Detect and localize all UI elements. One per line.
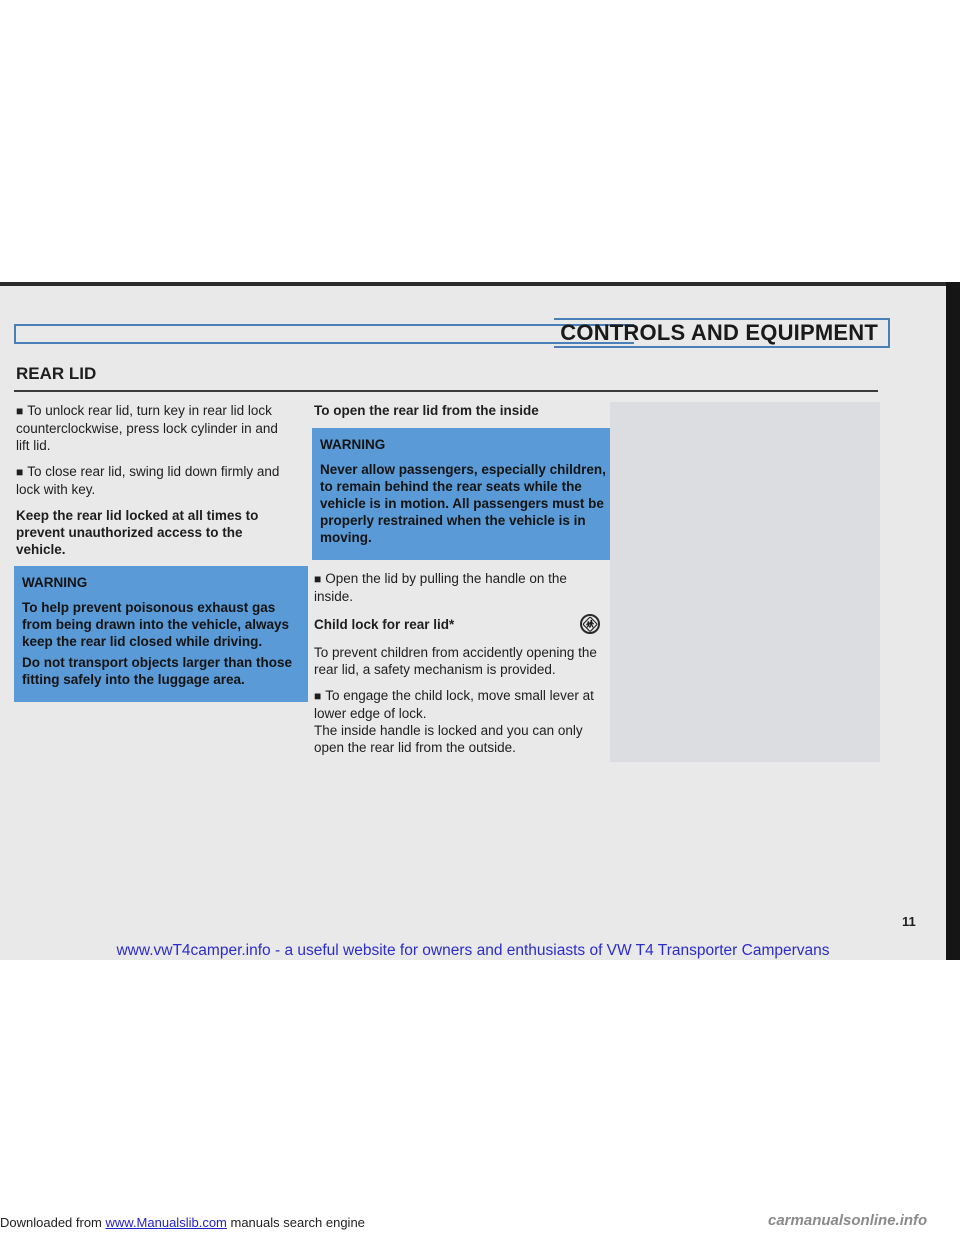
page-title: REAR LID	[16, 364, 97, 383]
bullet-icon: ■	[314, 572, 322, 586]
bullet-icon: ■	[16, 465, 24, 479]
close-instruction: ■ To close rear lid, swing lid down firmly and lock with key.	[16, 464, 280, 497]
middle-column	[314, 402, 606, 765]
section-header	[14, 318, 930, 348]
child-lock-intro: To prevent children from accidently opening the rear lid, a safety mechanism is provided.	[314, 645, 597, 677]
header-rule-bottom	[14, 342, 634, 344]
unlock-instruction: ■ To unlock rear lid, turn key in rear lid lock counterclockwise, press lock cylinder in and lift lid.	[16, 403, 278, 453]
header-rule-cap	[14, 324, 16, 344]
warning-text-passengers: Never allow passengers, especially children, to remain behind the rear seats while the vehicle is in motion. All passengers must be properly restrained when the vehicle is in moving.	[320, 462, 606, 545]
child-safety-icon: 🚸︎	[580, 614, 600, 634]
site-watermark: carmanualsonline.info	[768, 1212, 928, 1229]
inside-open-heading: To open the rear lid from the inside	[314, 403, 539, 418]
footer-website-link[interactable]: www.vwT4camper.info - a useful website for owners and enthusiasts of VW T4 Transporter Campervans	[116, 942, 830, 959]
bullet-icon: ■	[314, 689, 322, 703]
bleed-through-panel	[610, 402, 880, 762]
exhaust-warning-box	[14, 566, 308, 702]
warning-title: WARNING	[320, 437, 386, 452]
page-edge-shadow	[946, 282, 960, 960]
warning-text-exhaust: To help prevent poisonous exhaust gas from being drawn into the vehicle, always keep the rear lid closed while driving.	[22, 600, 290, 649]
title-divider	[14, 390, 878, 392]
open-instruction: ■ Open the lid by pulling the handle on the inside.	[314, 571, 567, 604]
section-title: CONTROLS AND EQUIPMENT	[554, 318, 890, 348]
keep-locked-note: Keep the rear lid locked at all times to prevent unauthorized access to the vehicle.	[16, 508, 259, 557]
download-banner: Downloaded from www.Manualslib.com manuals search engine	[0, 1215, 365, 1230]
child-lock-heading: Child lock for rear lid* 🚸︎	[314, 614, 600, 634]
header-rule-top	[14, 324, 634, 326]
warning-text-objects: Do not transport objects larger than those fitting safely into the luggage area.	[22, 655, 293, 687]
engage-instruction: ■ To engage the child lock, move small lever at lower edge of lock. The inside handle is locked and you can only open the rear lid from the outside.	[314, 688, 594, 755]
warning-title: WARNING	[22, 575, 88, 590]
left-column	[16, 402, 292, 567]
manualslib-link[interactable]: www.Manualslib.com	[105, 1215, 227, 1230]
page-number: 11	[902, 914, 916, 929]
page-top-border	[0, 282, 946, 286]
passenger-warning-box	[312, 428, 616, 560]
bullet-icon: ■	[16, 404, 24, 418]
